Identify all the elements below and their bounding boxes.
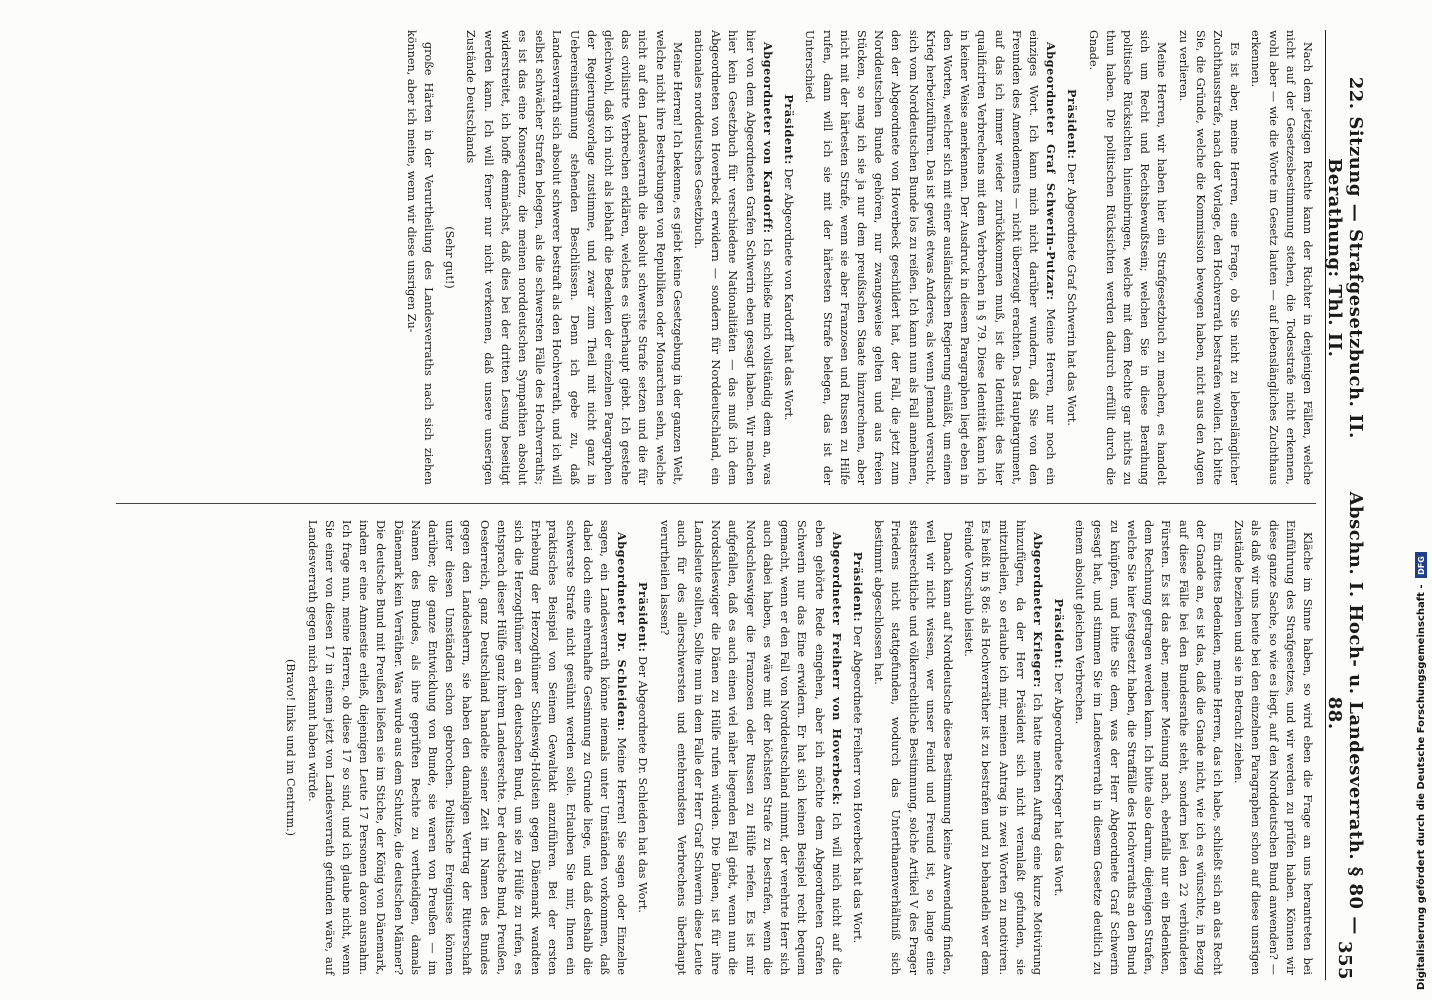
speaker-label: Präsident: xyxy=(850,551,865,623)
paragraph-text: Ich hatte meinen Auftrag eine kurze Motivirung hinzufügen, da der Herr Präsident sich nicht veranlaßt gefunden, sie mitzutheilen, so erlaube ich mir, meinen Antrag in zwei Worten zu motiviren. Es heißt in § 86: als Hochverräther ist zu bestrafen und zu behandeln wer dem Feinde Vorschub leistet. xyxy=(962,520,1044,976)
speaker-label: Präsident: xyxy=(1052,598,1067,670)
footer-text: Digitalisierung gefördert durch die Deutsche Forschungsgemeinschaft - xyxy=(1415,584,1427,990)
paragraph-text: Der Abgeordnete von Kardorff hat das Wort. xyxy=(782,168,796,421)
paragraph xyxy=(655,520,844,975)
speaker-label: Abgeordneter von Kardorff: xyxy=(760,42,775,234)
paragraph xyxy=(1247,30,1316,485)
paragraph-text: Nach dem jetzigen Rechte kann der Richter in denjenigen Fällen, welche nicht auf der Gesetzesbestimmung stehen, die Todesstrafe nicht erkennen, wohl aber — wie die Worte im Gesetz lauten — auf lebenslängliches Zuchthaus erkennen. xyxy=(1249,30,1314,485)
rotated-document-page xyxy=(60,0,1380,1000)
paragraph-text: Der Abgeordnete Freiherr von Hoverbeck hat das Wort. xyxy=(850,625,864,944)
centered-line xyxy=(1063,30,1080,485)
centered-line xyxy=(282,520,299,975)
header-rule xyxy=(1325,30,1326,980)
speaker-label: Präsident: xyxy=(636,582,651,653)
speaker-label: Abgeordneter Dr. Schleiden: xyxy=(615,532,630,732)
centered-line xyxy=(634,520,651,975)
paragraph-text: (Bravo! links und im Centrum.) xyxy=(284,659,298,836)
paragraph xyxy=(870,520,956,975)
running-header xyxy=(1324,30,1366,981)
paragraph-text: Ein drittes Bedenken, meine Herren, das ich habe, schließt sich an das Recht der Gnade an, es ist das, daß die Gnade nicht, wie ich es wünschte, in Bezug auf diese Fälle bei den Bundesrathe steht, sondern bei den 22 verbündeten Fürsten. Es ist das aber, meiner Meinung nach, ebenfalls nur ein Bedenken, dem Rechnung getragen werden kann. Ich bitte also darum, diejenigen Strafen, welche Sie hier festgesetzt haben, die Straffälle des Hochverraths an den Bund zu knüpfen, und bitte Sie dem, was der Herr Abgeordnete Graf Schwerin gesagt hat, und stimmen Sie im Landesverrath in diesem Gesetze deutlich zu einem absolut gleichen Verbrechen. xyxy=(1073,520,1224,975)
paragraph xyxy=(960,520,1046,975)
paragraph-text: Der Abgeordnete Graf Schwerin hat das Wort. xyxy=(1065,163,1079,426)
paragraph xyxy=(462,30,686,485)
speaker-label: Abgeordneter Krieger: xyxy=(1030,532,1045,689)
paragraph xyxy=(1071,520,1226,975)
paragraph-text: Meine Herren, nur noch ein einziges Wort. Ich kann mich nicht darüber wundern, daß Sie von den Freunden des Amendements — nicht überzeugt erachten. Das Hauptargument, auf das ich immer wieder zurückkommen muß, ist die Identität des hier qualificirten Verbrechens mit dem Verbrechen in § 79. Diese Identität kann ich in keiner Weise anerkennen. Der Ausdruck in diesem Paragraphen liegt eben in den Worten, welcher sich mit einer ausländischen Regierung einläßt, um einen Krieg herbeizuführen. Das ist gewiß etwas Anderes, als wenn Jemand versucht, sich vom Norddeutschen Bunde los zu reißen. Ich kann nun als Fall annehmen, den der Abgeordnete von Hoverbeck geschildert hat, der Fall, die jetzt zum Norddeutschen Bunde gehören, nur zwangsweise gelten und aus freien Stücken, so mag ich sie ja nur dem preußischen Staate hinzurechnen, aber nicht mit der härtesten Strafe, wenn sie aber Franzosen und Russen zu Hilfe rufen, dann will ich sie mit der härtesten Strafe belegen, das ist der Unterschied. xyxy=(803,30,1058,486)
digitization-footer xyxy=(1415,552,1427,990)
paragraph-text: Meine Herren! Sie sagen oder Einzelne sagen, ein Landesverrath könne niemals unter Umständen vorkommen, daß dabei doch eine ehrenhafte Gesinnung zu Grunde liege, und daß deshalb die schwerste Strafe nicht gesühnt werden solle. Erlauben Sie mir, Ihnen ein praktisches Beispiel von Seinem Gewaltakt anzuführen. Bei der ersten Erhebung der Herzogthümer Schleswig-Holstein gegen Dänemark wandten sich die Herzogthümer an den deutschen Bund, um sie zu Hülfe zu rufen, es entsprach dieser Hülfe ganz ihrem Landesrechte. Der deutsche Bund, Preußen, Oesterreich, ganz Deutschland handelte seiner Zeit im Namen des Bundes gegen den Landesherrn, sie haben den damaligen Vertrag der Ritterschaft unter diesen Umständen schon gebrochen. Politische Ereignisse können darüber, die ganze Entwicklung von Bunde, sie waren von Preußen — im Namen des Bundes, als ihre geprüften Rechte zu vertheidigen, damals Dänemark kein Verräther. Was wurde aus dem Schutze, die deutschen Männer? Die deutsche Bund mit Preußen ließen sie im Stiche, der König von Dänemark, indem er eine Amnestie erließ, diejenigen Leute 17 Personen davon ausnahm. Ich frage nun, meine Herren, ob diese 17 so sind, und ich glaube nicht, wenn Sie einer von diesen 17 in einem jetzt von Landesverrath gefunden wäre, auf Landesverrath gegen mich erkannt haben würde. xyxy=(305,520,629,975)
paragraph-text: Ich schließe mich vollständig dem an, was hier von dem Abgeordneten Grafen Schwerin eben gesagt haben. Wir machen hier kein Gesetzbuch für verschiedene Nationalitäten — das muß ich dem Abgeordneten von Hoverbeck erwidern — sondern für Norddeutschland, ein nationales norddeutsches Gesetzbuch. xyxy=(692,30,774,486)
paragraph xyxy=(801,30,1059,485)
paragraph-text: Es ist aber, meine Herren, eine Frage, ob Sie nicht zu lebenslänglicher Zuchthausstrafe, nach der Vorlage, den Hochverrath bestrafen wollen. Ich bitte Sie, die Gründe, welche die Kommission bewogen haben, nicht aus den Augen zu verlieren. xyxy=(1176,30,1242,485)
left-column xyxy=(399,30,1316,485)
paragraph xyxy=(690,30,776,485)
right-column xyxy=(278,520,1316,975)
dfg-logo: DFG xyxy=(1415,552,1427,578)
centered-line xyxy=(441,30,458,485)
paragraph-text: Kläche im Sinne haben, so wird eben die Frage an uns herantreten bei Einführung des Strafgesetzes, und wir werden zu prüfen haben. Können wir diese ganze Sache, so wie es liegt, auf den Norddeutschen Bund anwenden? — als daß wir uns heute bei den einzelnen Paragraphen schon auf diese unsrigen Zustände beziehen und sie in Betracht ziehen. xyxy=(1232,520,1314,975)
paragraph-text: (Sehr gut!) xyxy=(443,226,457,289)
page-number: 355 xyxy=(1334,940,1356,981)
centered-line xyxy=(1050,520,1067,975)
speaker-label: Abgeordneter Freiherr von Hoverbeck: xyxy=(829,532,844,806)
paragraph-text: Meine Herren! Ich bekenne, es giebt keine Gesetzgebung in der ganzen Welt, welche nicht ihre Bestrebungen von Republiken oder Monarchen sehn, welche nicht auf den Landesverrath die absolut schwerste Strafe setzen und die für das civilisirte Verbrechen erklären, welches es überhaupt giebt. Ich gestehe gleichwohl, daß ich nicht als lebhaft die Bedenken der einzelnen Paragraphen der Regierungsvorlage zustimme, und zwar zum Theil mit nicht ganz in Uebereinstimmung stehenden Beschlüssen. Denn ich gebe zu, daß Landesverrath sich absolut schwerer bestraft als den Hochverrath, und ich will selbst schwächer Strafen belegen, als die schwersten Fälle des Hochverraths; es ist das eine Konsequenz, die meinen norddeutschen Sympathien absolut widerstreitet, ich hoffe demnächst, daß dies bei der dritten Lesung beseitigt werden kann. Ich will ferner nur nicht verkennen, daß unsere unserigen Zustände Deutschlands xyxy=(464,30,684,485)
paragraph xyxy=(1230,520,1316,975)
speaker-label: Präsident: xyxy=(1065,89,1080,160)
centered-line xyxy=(849,520,866,975)
paragraph-text: Der Abgeordnete Dr. Schleiden hat das Wort. xyxy=(636,656,650,913)
paragraph-text: Der Abgeordnete Krieger hat das Wort. xyxy=(1052,672,1066,897)
paragraph xyxy=(1084,30,1170,485)
header-right-title: Abschn. I. Hoch- u. Landesverrath. § 80 — 88. xyxy=(1324,491,1366,935)
paragraph-text: Ich will mich nicht auf die eben gehörte Rede eingehen, aber ich möchte dem Abgeordneten Grafen Schwerin nur das Eine erwidern. Er hat sich keinen Beispiel recht bequem gemacht, wenn er den Fall von Norddeutschland nimmt, der verehrte Herr sich auch dabei haben, es wäre mit der höchsten Strafe zu bestrafen, wenn die Nordschleswiger die Franzosen oder Russen zu Hülfe riefen. Es ist mir aufgefallen, daß es auch einen viel näher liegenden Fall giebt, wenn nun die Nordschleswiger die Dänen zu Hülfe rufen würden. Die Dänen, ist für ihre Landsleute sollten, Sollte nun in dem Falle der Herr Graf Schwerin diese Leute auch für des allerschwersten und entehrendsten Verbrechens überhaupt verurtheilen lassen? xyxy=(657,520,843,975)
speaker-label: Präsident: xyxy=(782,94,797,165)
paragraph-text: Meine Herren, wir haben hier ein Strafgesetzbuch zu machen, es handelt sich um Recht und Rechtsbewußtsein; welchen Sie in diese Berathung politische Rücksichten hineinbringen, welche mit dem Rechte gar nichts zu thun haben. Die politischen Rücksichten werden dadurch erfüllt durch die Gnade. xyxy=(1086,30,1169,485)
paragraph-text: große Härten in der Verurtheilung des Landesverraths nach sich ziehen können, aber ich meine, wenn wir diese unsrigen Zu- xyxy=(404,30,436,485)
column-divider xyxy=(116,503,1316,504)
paragraph xyxy=(303,520,630,975)
paragraph xyxy=(403,30,437,485)
speaker-label: Abgeordneter Graf Schwerin-Putzar: xyxy=(1044,42,1059,301)
paragraph-text: Danach kann auf Norddeutsche diese Bestimmung keine Anwendung finden, weil wir nicht wissen, wer unser Feind und Freund ist, so lange eine staatsrechtliche und völkerrechtliche Bestimmung, solche Artikel V des Prager Friedens nicht stattgefunden, wodurch das Unterthanenverhältniß sich bestimmt abgeschlossen hat. xyxy=(872,520,954,975)
paragraph xyxy=(1174,30,1243,485)
header-left-title: 22. Sitzung — Strafgesetzbuch. II. Berathung: Thl. II. xyxy=(1324,76,1366,439)
centered-line xyxy=(780,30,797,485)
